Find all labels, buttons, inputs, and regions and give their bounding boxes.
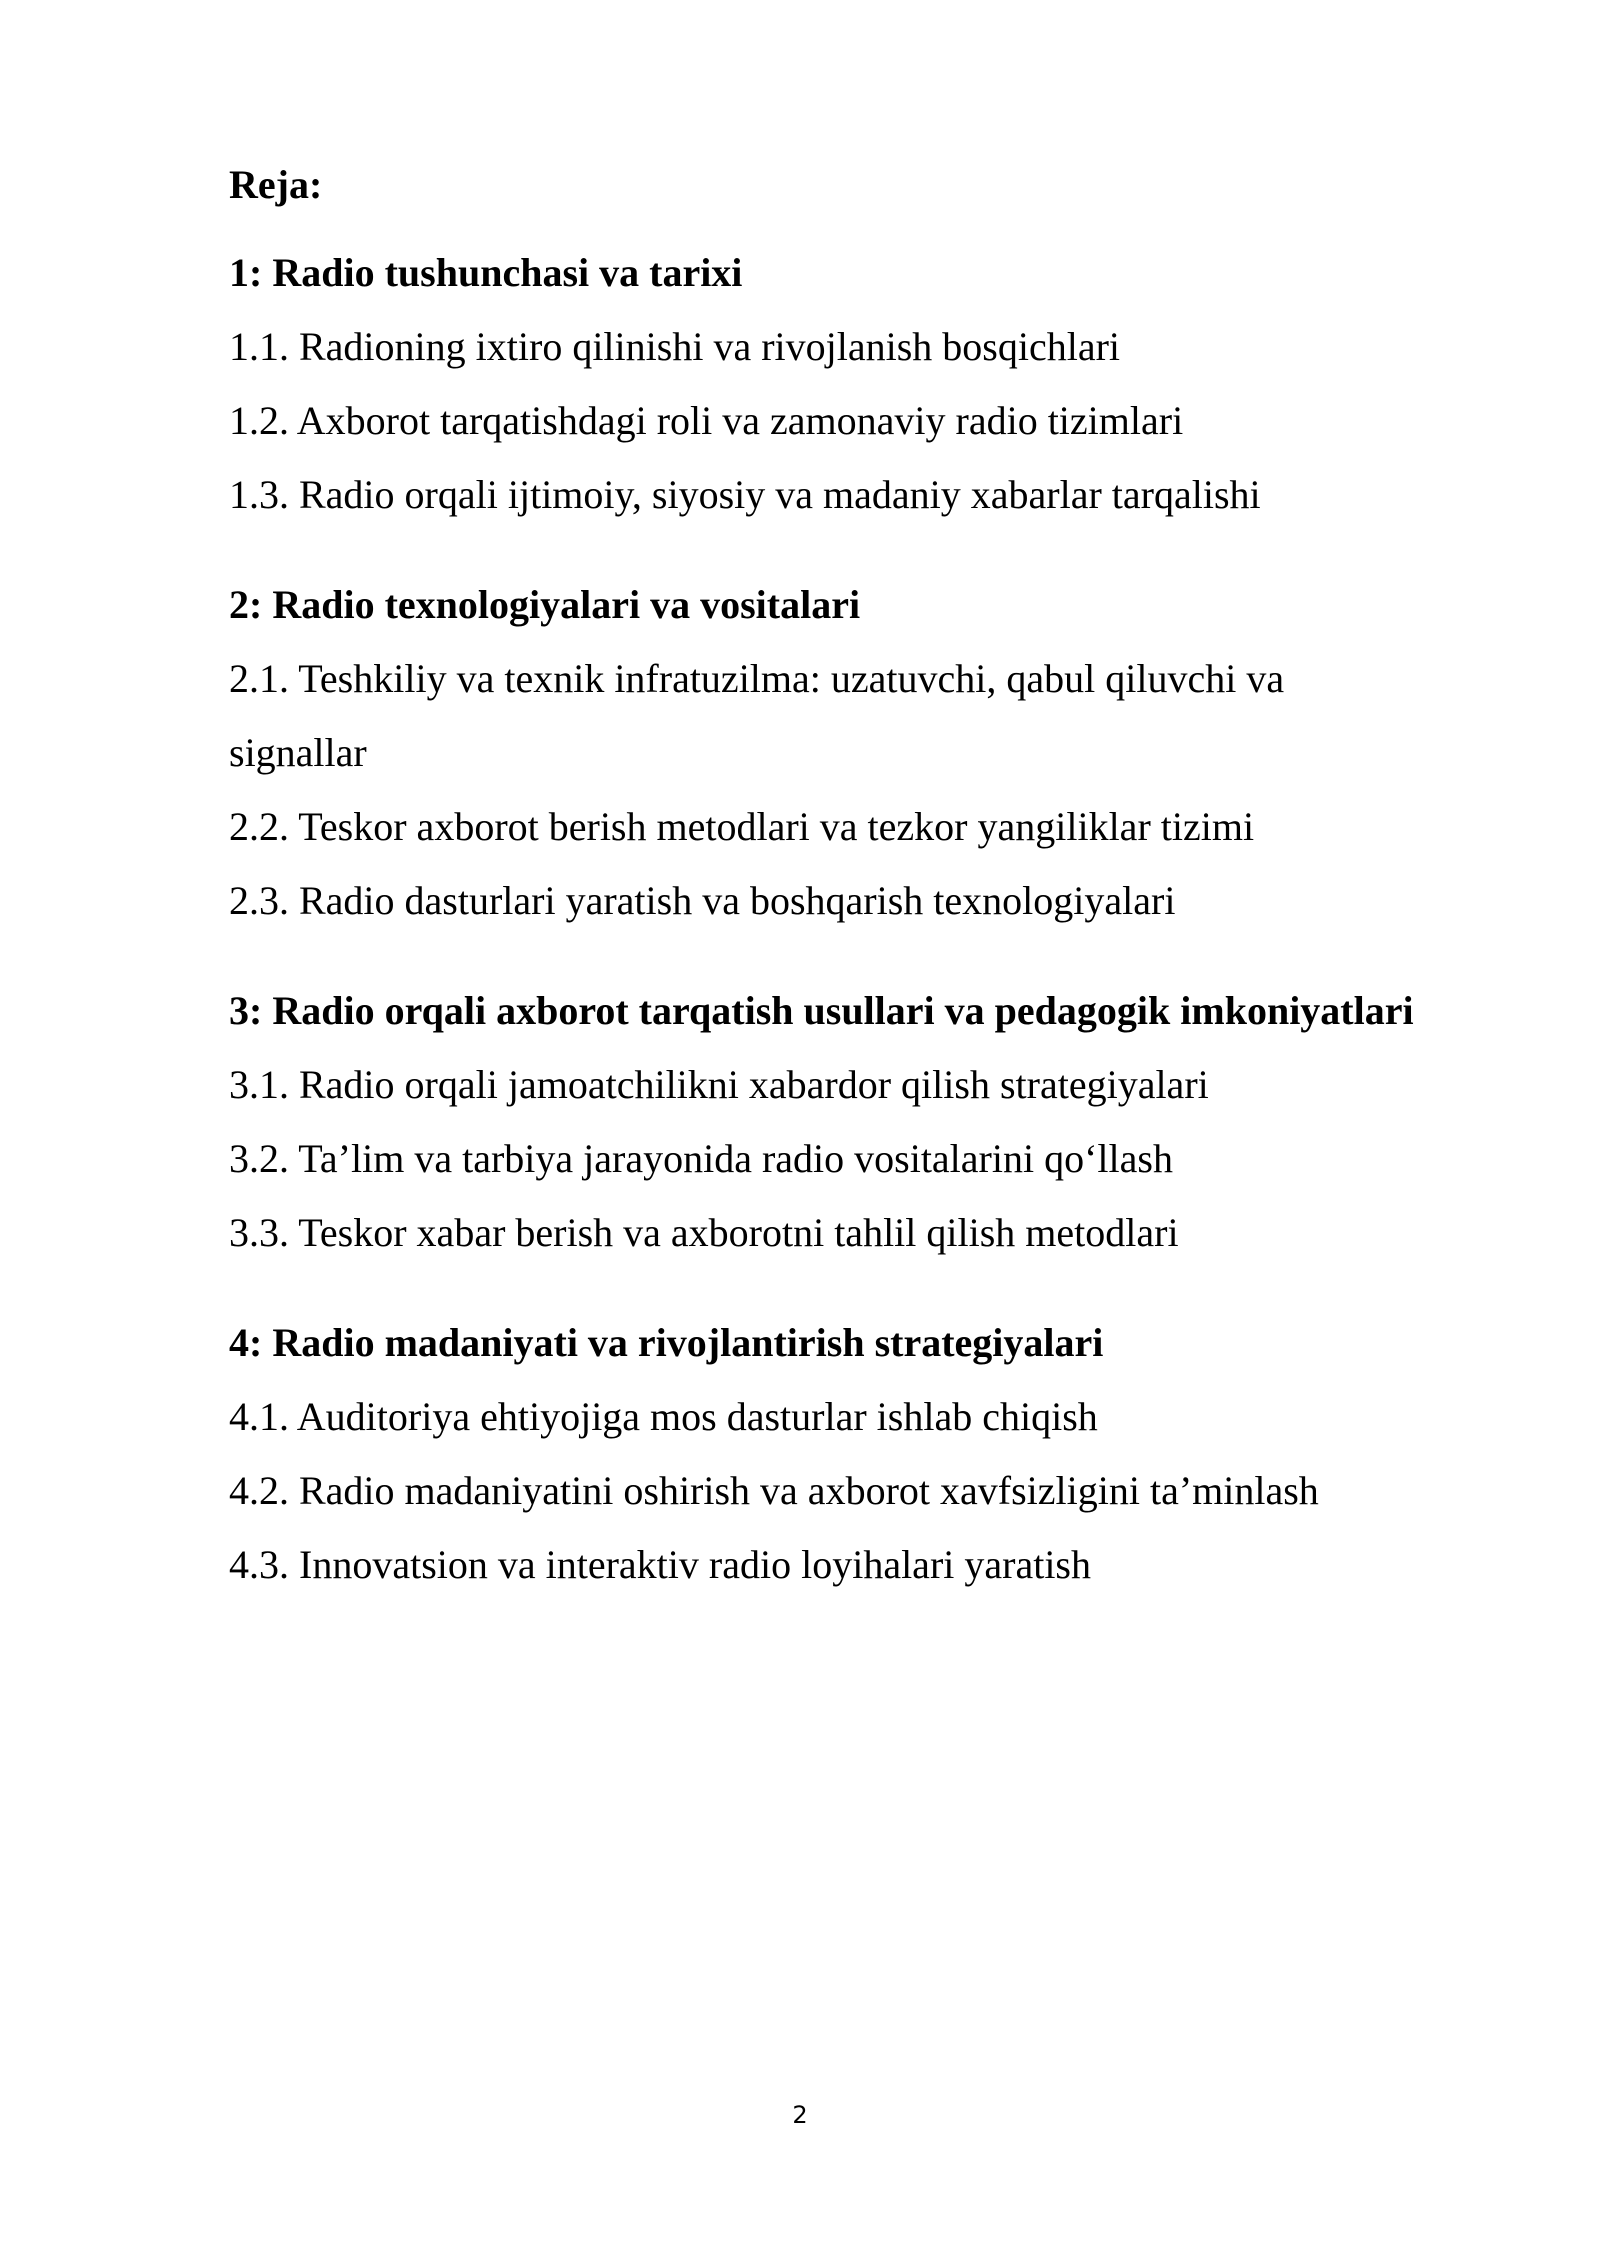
plan-title: Reja: (229, 162, 323, 207)
list-item: 4.2. Radio madaniyatini oshirish va axborot xavfsizligini ta’minlash (229, 1468, 1319, 1513)
list-item: 3.1. Radio orqali jamoatchilikni xabardor qilish strategiyalari (229, 1062, 1209, 1107)
page-number: 2 (792, 2101, 808, 2129)
list-item: 1.1. Radioning ixtiro qilinishi va rivojlanish bosqichlari (229, 324, 1121, 369)
list-item: 2.2. Teskor axborot berish metodlari va tezkor yangiliklar tizimi (229, 804, 1255, 849)
list-item: 4.3. Innovatsion va interaktiv radio loyihalari yaratish (229, 1542, 1091, 1587)
list-item: 3.2. Ta’lim va tarbiya jarayonida radio vositalarini qo‘llash (229, 1136, 1173, 1181)
section-heading: 2: Radio texnologiyalari va vositalari (229, 582, 861, 627)
list-item: 2.3. Radio dasturlari yaratish va boshqarish texnologiyalari (229, 878, 1176, 923)
section-heading: 1: Radio tushunchasi va tarixi (229, 250, 743, 295)
section-heading: 4: Radio madaniyati va rivojlantirish strategiyalari (229, 1320, 1104, 1365)
section-2 (229, 568, 1429, 938)
list-item: 1.2. Axborot tarqatishdagi roli va zamonaviy radio tizimlari (229, 398, 1184, 443)
page-content (229, 148, 1429, 1638)
list-item: 4.1. Auditoriya ehtiyojiga mos dasturlar ishlab chiqish (229, 1394, 1098, 1439)
list-item: 1.3. Radio orqali ijtimoiy, siyosiy va madaniy xabarlar tarqalishi (229, 472, 1261, 517)
list-item: 3.3. Teskor xabar berish va axborotni tahlil qilish metodlari (229, 1210, 1179, 1255)
section-4 (229, 1306, 1429, 1602)
list-item: 2.1. Teshkiliy va texnik infratuzilma: uzatuvchi, qabul qiluvchi va signallar (229, 656, 1285, 775)
section-3 (229, 974, 1429, 1270)
section-heading: 3: Radio orqali axborot tarqatish usullari va pedagogik imkoniyatlari (229, 988, 1414, 1033)
section-1 (229, 236, 1429, 532)
